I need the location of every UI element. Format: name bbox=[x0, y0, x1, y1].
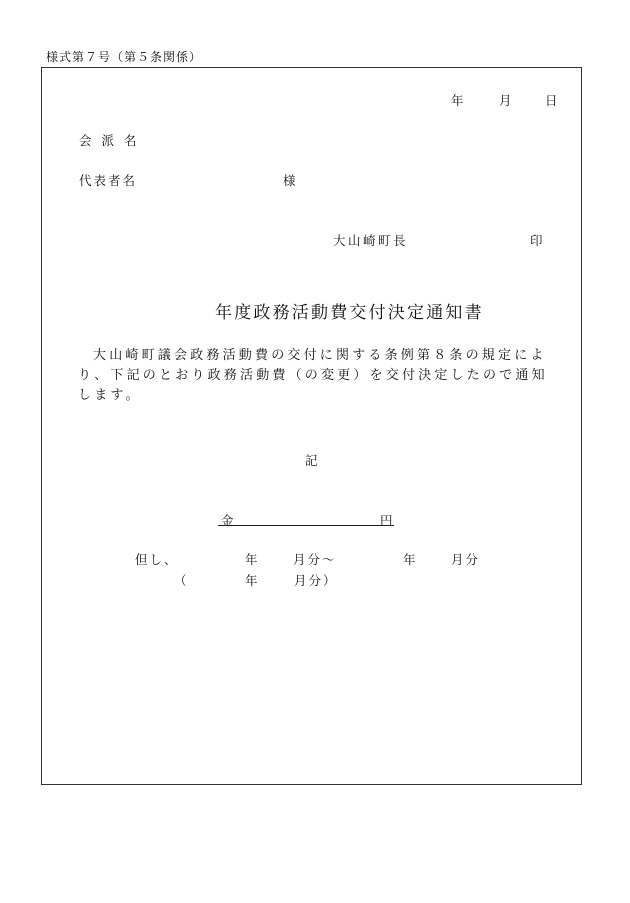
proviso-paren-open: （ bbox=[174, 573, 189, 588]
proviso-label: 但し、 bbox=[135, 552, 179, 567]
honorific-sama: 様 bbox=[283, 173, 298, 188]
notice-body-text bbox=[78, 346, 548, 406]
issuer-mayor-title: 大山崎町長 bbox=[333, 233, 409, 248]
date-year-label: 年 bbox=[451, 93, 466, 108]
proviso-year-from: 年 bbox=[245, 552, 260, 567]
form-number: 様式第７号（第５条関係） bbox=[46, 50, 203, 64]
amount-kin-label: 金 bbox=[221, 513, 236, 528]
proviso-month-from: 月分～ bbox=[293, 552, 337, 567]
document-title: 年度政務活動費交付決定通知書 bbox=[215, 303, 484, 323]
notice-body-content: 大山崎町議会政務活動費の交付に関する条例第８条の規定により、下記のとおり政務活動費（の変更）を交付決定したので通知します。 bbox=[78, 348, 548, 403]
ki-heading: 記 bbox=[305, 453, 320, 468]
date-day-label: 日 bbox=[545, 93, 560, 108]
date-month-label: 月 bbox=[499, 93, 514, 108]
proviso-year-total: 年 bbox=[245, 573, 260, 588]
proviso-month-to: 月分 bbox=[451, 552, 481, 567]
seal-mark: 印 bbox=[530, 233, 545, 248]
proviso-year-to: 年 bbox=[403, 552, 418, 567]
proviso-month-total: 月分） bbox=[294, 573, 338, 588]
faction-name-label: 会 派 名 bbox=[79, 133, 140, 148]
amount-yen-label: 円 bbox=[380, 513, 395, 528]
representative-name-label: 代表者名 bbox=[79, 173, 138, 188]
amount-underline bbox=[218, 525, 394, 526]
